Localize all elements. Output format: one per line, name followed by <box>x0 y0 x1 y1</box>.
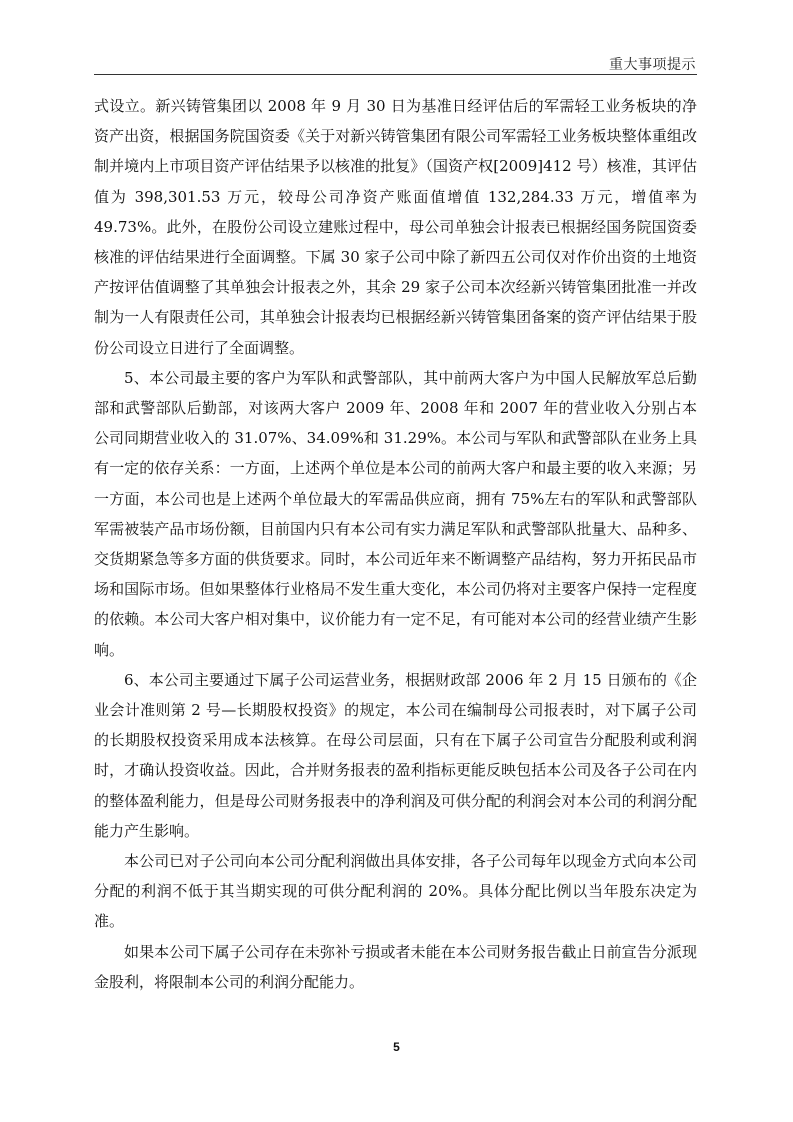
header-title: 重大事项提示 <box>609 57 696 73</box>
paragraph-continuation: 式设立。新兴铸管集团以 2008 年 9 月 30 日为基准日经评估后的军需轻工业务板块的净资产出资，根据国务院国资委《关于对新兴铸管集团有限公司军需轻工业务板块整体重组改制并境内上市项目资产评估结果予以核准的批复》（国资产权[2009]412 号）核准，其评估值为 398,301.53 万元，较母公司净资产账面值增值 132,284.33 万元，增值率为 49.73%。此外，在股份公司设立建账过程中，母公司单独会计报表已根据经国务院国资委核准的评估结果进行全面调整。下属 30 家子公司中除了新四五公司仅对作价出资的土地资产按评估值调整了其单独会计报表之外，其余 29 家子公司本次经新兴铸管集团批准一并改制为一人有限责任公司，其单独会计报表均已根据经新兴铸管集团备案的资产评估结果于股份公司设立日进行了全面调整。 <box>94 97 697 357</box>
paragraph-item-5: 5、本公司最主要的客户为军队和武警部队，其中前两大客户为中国人民解放军总后勤部和武警部队后勤部，对该两大客户 2009 年、2008 年和 2007 年的营业收入分别占本公司同期营业收入的 31.07%、34.09%和 31.29%。本公司与军队和武警部队在业务上具有一定的依存关系：一方面，上述两个单位是本公司的前两大客户和最主要的收入来源；另一方面，本公司也是上述两个单位最大的军需品供应商，拥有 75%左右的军队和武警部队军需被装产品市场份额，目前国内只有本公司有实力满足军队和武警部队批量大、品种多、交货期紧急等多方面的供货要求。同时，本公司近年来不断调整产品结构，努力开拓民品市场和国际市场。但如果整体行业格局不发生重大变化，本公司仍将对主要客户保持一定程度的依赖。本公司大客户相对集中，议价能力有一定不足，有可能对本公司的经营业绩产生影响。 <box>94 368 697 659</box>
paragraph-item-6: 6、本公司主要通过下属子公司运营业务，根据财政部 2006 年 2 月 15 日颁布的《企业会计准则第 2 号—长期股权投资》的规定，本公司在编制母公司报表时，对下属子公司的长期股权投资采用成本法核算。在母公司层面，只有在下属子公司宣告分配股利或利润时，才确认投资收益。因此，合并财务报表的盈利指标更能反映包括本公司及各子公司在内的整体盈利能力，但是母公司财务报表中的净利润及可供分配的利润会对本公司的利润分配能力产生影响。 <box>94 670 697 840</box>
paragraph-profit-distribution: 本公司已对子公司向本公司分配利润做出具体安排，各子公司每年以现金方式向本公司分配的利润不低于其当期实现的可供分配利润的 20%。具体分配比例以当年股东决定为准。 <box>94 852 697 931</box>
paragraph-limitation: 如果本公司下属子公司存在未弥补亏损或者未能在本公司财务报告截止日前宣告分派现金股利，将限制本公司的利润分配能力。 <box>94 942 697 991</box>
header-divider <box>94 74 697 75</box>
page-number: 5 <box>393 1040 400 1054</box>
document-body <box>94 91 697 997</box>
